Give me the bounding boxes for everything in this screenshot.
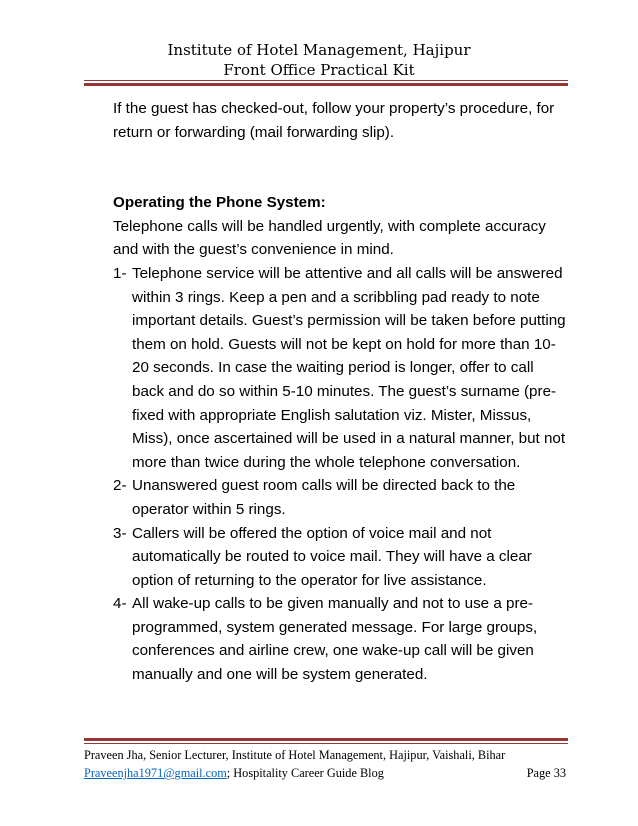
numbered-list xyxy=(113,262,568,687)
footer-contact xyxy=(84,764,568,782)
list-item-text: Unanswered guest room calls will be directed back to the operator within 5 rings. xyxy=(132,477,516,518)
section-lead: Telephone calls will be handled urgently, with complete accuracy and with the guest’s convenience in mind. xyxy=(113,217,546,259)
footer-rule xyxy=(84,738,568,744)
page-footer xyxy=(84,746,568,782)
list-item xyxy=(113,262,568,474)
list-item-number: 2- xyxy=(113,477,127,495)
list-item xyxy=(113,522,568,593)
section-heading: Operating the Phone System: xyxy=(113,194,326,212)
list-item-number: 3- xyxy=(113,524,127,542)
list-item-number: 4- xyxy=(113,595,127,613)
list-item xyxy=(113,592,568,686)
page-body xyxy=(113,97,568,687)
list-item-text: All wake-up calls to be given manually and not to use a pre-programmed, system generated message. For large groups, conferences and airline crew, one wake-up call will be given manually and one will be system generated. xyxy=(132,595,538,684)
list-item-text: Telephone service will be attentive and all calls will be answered within 3 rings. Keep a pen and a scribbling pad ready to note important details. Guest’s permission will be taken before putting them on hold. Guests will not be kept on hold for more than 10-20 seconds. In case the waiting period is longer, offer to call back and do so within 5-10 minutes. The guest’s surname (pre-fixed with appropriate English salutation viz. Mister, Missus, Miss), once ascertained will be used in a natural manner, but not more than twice during the whole telephone conversation. xyxy=(132,264,566,471)
list-item xyxy=(113,474,568,521)
header-rule xyxy=(84,80,568,86)
footer-blog: ; Hospitality Career Guide Blog xyxy=(226,766,384,780)
page-header xyxy=(0,40,638,80)
list-item-number: 1- xyxy=(113,264,127,282)
spacer xyxy=(113,144,568,191)
header-kit-title: Front Office Practical Kit xyxy=(223,61,415,79)
footer-author: Praveen Jha, Senior Lecturer, Institute of Hotel Management, Hajipur, Vaishali, Bihar xyxy=(84,748,506,762)
footer-email-link[interactable]: Praveenjha1971@gmail.com xyxy=(84,766,227,780)
page-number: Page 33 xyxy=(526,766,566,780)
list-item-text: Callers will be offered the option of voice mail and not automatically be routed to voice mail. They will have a clear option of returning to the operator for live assistance. xyxy=(132,524,532,589)
intro-paragraph: If the guest has checked-out, follow your property’s procedure, for return or forwarding (mail forwarding slip). xyxy=(113,100,555,141)
header-institute: Institute of Hotel Management, Hajipur xyxy=(167,41,471,59)
